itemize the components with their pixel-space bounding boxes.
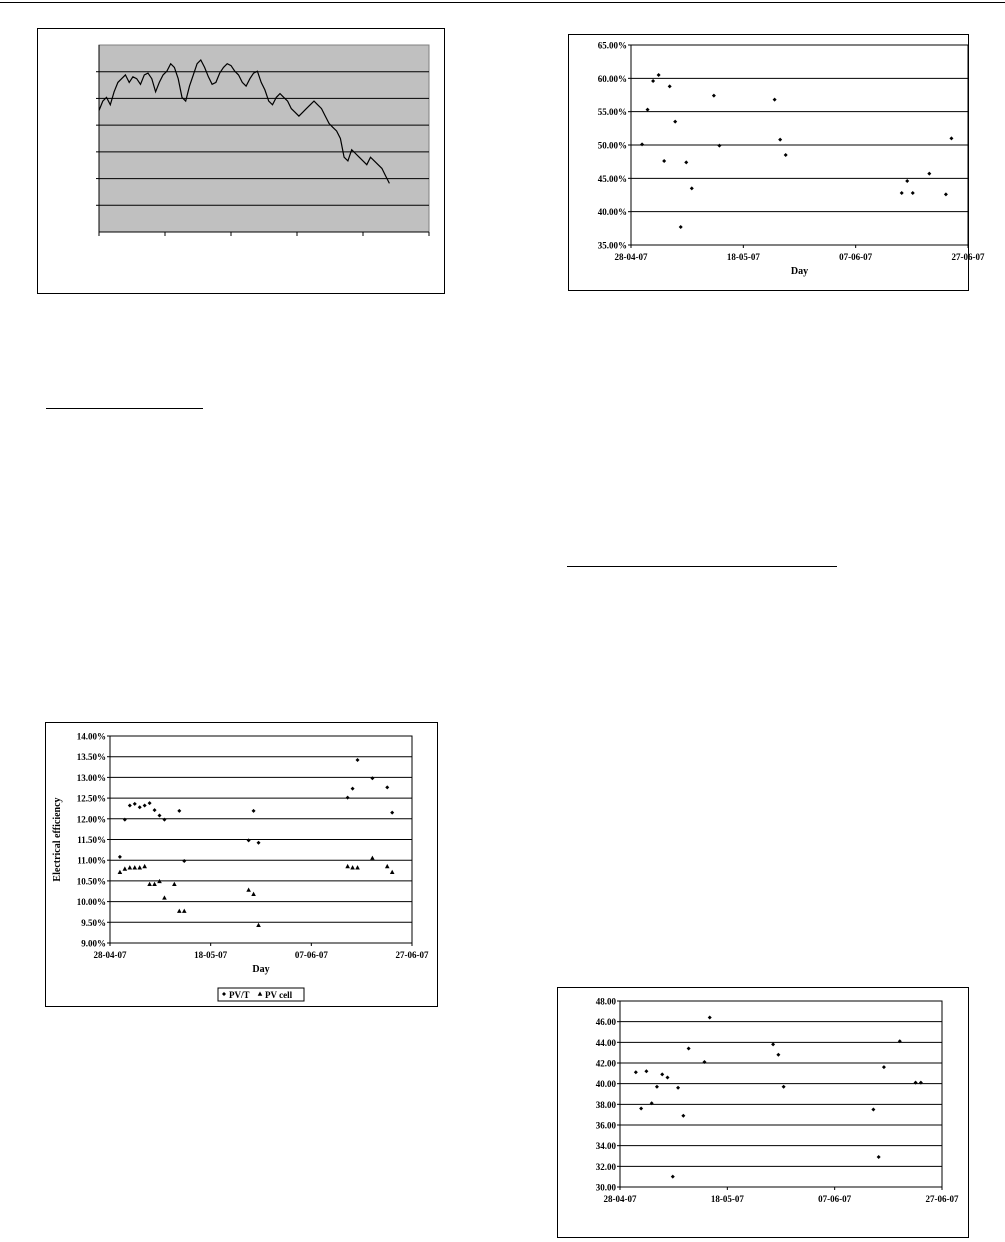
y-tick-label: 38.00 [595, 1099, 616, 1110]
data-point-triangle [350, 865, 355, 869]
y-tick-label: 13.00% [76, 772, 106, 783]
x-axis-label: Day [252, 964, 270, 975]
data-point [712, 94, 716, 98]
y-tick-label: 46.00 [595, 1017, 616, 1028]
data-point [118, 855, 122, 859]
data-point-triangle [355, 865, 360, 869]
x-tick-label: 28-04-07 [93, 950, 127, 960]
y-tick-label: 13.50% [76, 752, 106, 763]
x-tick-label: 07-06-07 [294, 950, 328, 960]
data-point-triangle [251, 892, 256, 896]
legend-label-pvcell: PV cell [265, 990, 293, 1000]
y-axis-label: Electrical efficiency [52, 797, 63, 882]
data-point [390, 811, 394, 815]
y-tick-label: 34.00 [595, 1141, 616, 1152]
x-tick-label: 18-05-07 [710, 1194, 744, 1204]
data-point [158, 813, 162, 817]
y-tick-label: 14.00% [76, 731, 106, 742]
data-point-triangle [162, 895, 167, 899]
data-point [905, 179, 909, 183]
data-point [668, 84, 672, 88]
data-point [634, 1070, 638, 1074]
data-point [911, 191, 915, 195]
y-tick-label: 65.00% [597, 40, 627, 51]
data-point [646, 108, 650, 112]
x-tick-label: 18-05-07 [726, 252, 760, 262]
data-point [671, 1175, 675, 1179]
x-tick-label: 07-06-07 [839, 252, 873, 262]
data-point [681, 1114, 685, 1118]
y-tick-label: 9.00% [81, 938, 106, 949]
temperature-chart-svg [558, 988, 968, 1237]
y-tick-label: 12.50% [76, 793, 106, 804]
data-point-triangle [137, 865, 142, 869]
data-point-triangle [256, 923, 261, 927]
y-tick-label: 40.00 [595, 1079, 616, 1090]
y-tick-label: 44.00 [595, 1037, 616, 1048]
data-point-triangle [128, 865, 133, 869]
data-point [351, 787, 355, 791]
data-point [684, 160, 688, 164]
y-tick-label: 32.00 [595, 1161, 616, 1172]
y-tick-label: 12.00% [76, 814, 106, 825]
data-point [356, 758, 360, 762]
data-point [257, 841, 261, 845]
figure-electrical-efficiency [45, 722, 438, 1007]
x-tick-label: 27-06-07 [951, 252, 985, 262]
data-point [679, 225, 683, 229]
data-point-triangle [118, 870, 123, 874]
data-point [153, 808, 157, 812]
data-point-triangle [390, 870, 395, 874]
data-point-triangle [246, 888, 251, 892]
data-point [900, 191, 904, 195]
data-point [128, 804, 132, 808]
data-point [927, 172, 931, 176]
x-tick-label: 28-04-07 [614, 252, 648, 262]
data-point [252, 809, 256, 813]
data-point [370, 776, 374, 780]
data-point [662, 159, 666, 163]
x-tick-label: 07-06-07 [818, 1194, 852, 1204]
data-point [644, 1069, 648, 1073]
data-point [651, 79, 655, 83]
x-tick-label: 27-06-07 [925, 1194, 959, 1204]
x-tick-label: 28-04-07 [603, 1194, 637, 1204]
x-tick-label: 18-05-07 [194, 950, 228, 960]
data-point [784, 153, 788, 157]
y-tick-label: 11.50% [77, 835, 106, 845]
data-point [877, 1155, 881, 1159]
y-tick-label: 10.50% [76, 876, 106, 887]
data-point [949, 136, 953, 140]
figure-thermal-efficiency [568, 34, 985, 291]
data-point [655, 1085, 659, 1089]
page-top-rule [0, 2, 1005, 3]
data-point-triangle [182, 909, 187, 913]
data-point-triangle [385, 864, 390, 868]
legend-label-pvt: PV/T [229, 990, 250, 1000]
data-point [676, 1086, 680, 1090]
y-tick-label: 55.00% [597, 107, 627, 118]
y-tick-label: 60.00% [597, 73, 627, 84]
data-point [660, 1072, 664, 1076]
y-tick-label: 40.00% [597, 207, 627, 218]
data-point [247, 838, 251, 842]
electrical-efficiency-chart-svg [46, 723, 437, 1006]
figure-temperature [557, 987, 969, 1238]
data-point [346, 796, 350, 800]
y-tick-label: 48.00 [595, 996, 616, 1007]
data-point [666, 1075, 670, 1079]
data-point [133, 802, 137, 806]
data-point [882, 1065, 886, 1069]
y-tick-label: 35.00% [597, 240, 627, 251]
y-tick-label: 45.00% [597, 173, 627, 184]
heading-underline-left [46, 408, 203, 409]
data-point-triangle [172, 882, 177, 886]
data-point [182, 859, 186, 863]
x-tick-label: 27-06-07 [395, 950, 429, 960]
y-tick-label: 10.00% [76, 897, 106, 908]
y-tick-label: 50.00% [597, 140, 627, 151]
x-axis-label: Day [790, 266, 809, 277]
data-point [773, 98, 777, 102]
data-point [690, 186, 694, 190]
data-point-triangle [345, 864, 350, 868]
data-point [717, 144, 721, 148]
y-tick-label: 36.00 [595, 1120, 616, 1131]
data-point-triangle [152, 882, 157, 886]
data-point-triangle [132, 865, 137, 869]
data-point [138, 805, 142, 809]
data-point [673, 120, 677, 124]
data-point [162, 818, 166, 822]
data-point [776, 1053, 780, 1057]
plot-area [620, 1001, 942, 1187]
heading-underline-right [567, 566, 837, 567]
data-point-triangle [142, 864, 147, 868]
data-point [640, 142, 644, 146]
data-point [708, 1016, 712, 1020]
data-point-triangle [370, 856, 375, 860]
y-tick-label: 42.00 [595, 1058, 616, 1069]
data-point [657, 73, 661, 77]
data-point [177, 809, 181, 813]
data-point [385, 785, 389, 789]
data-point-triangle [147, 882, 152, 886]
data-point [687, 1047, 691, 1051]
y-tick-label: 9.50% [81, 917, 106, 928]
data-point [782, 1085, 786, 1089]
y-tick-label: 30.00 [595, 1182, 616, 1193]
data-point [944, 192, 948, 196]
data-point [148, 801, 152, 805]
data-point-triangle [177, 909, 182, 913]
data-point [123, 818, 127, 822]
thermal-efficiency-chart-svg [569, 35, 985, 290]
figure-line-chart [37, 28, 445, 294]
data-point [778, 138, 782, 142]
data-point-triangle [123, 866, 128, 870]
data-point [639, 1106, 643, 1110]
y-tick-label: 11.00% [77, 855, 106, 866]
line-chart-svg [38, 29, 444, 293]
data-point [771, 1042, 775, 1046]
data-point [143, 804, 147, 808]
data-point [871, 1108, 875, 1112]
